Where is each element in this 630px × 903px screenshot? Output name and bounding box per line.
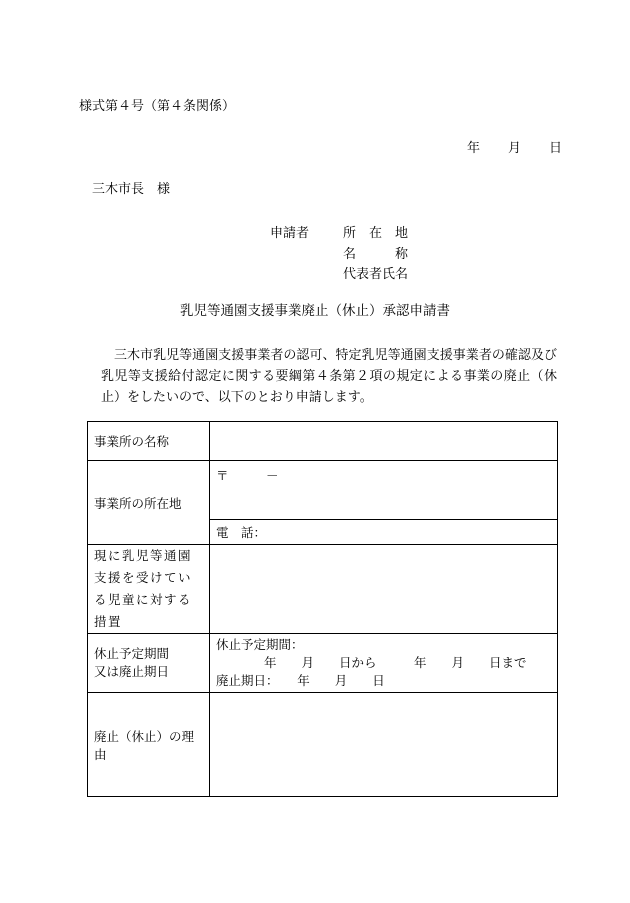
postal-field[interactable]: 〒 － — [210, 461, 558, 520]
measures-field[interactable] — [210, 545, 558, 634]
reason-field[interactable] — [210, 693, 558, 797]
period-label-line-2: 又は廃止期日 — [94, 664, 170, 679]
measures-label: 現に乳児等通園支援を受けている児童に対する措置 — [88, 545, 210, 634]
period-field[interactable] — [210, 634, 558, 693]
form-number: 様式第４号（第４条関係） — [79, 99, 236, 114]
document-title: 乳児等通園支援事業廃止（休止）承認申請書 — [180, 303, 450, 319]
date-month: 月 — [508, 141, 522, 156]
applicant-representative-label: 代表者氏名 — [343, 267, 409, 282]
application-table — [87, 421, 558, 797]
table-row — [88, 545, 558, 634]
suspend-period-line: 年 月 日から 年 月 日まで — [264, 655, 527, 670]
table-row — [88, 634, 558, 693]
applicant-name-label: 名 称 — [343, 247, 409, 262]
addressee: 三木市長 様 — [92, 182, 171, 197]
date-year: 年 — [467, 141, 481, 156]
period-label-line-1: 休止予定期間 — [94, 646, 170, 661]
applicant-label: 申請者 — [270, 226, 310, 241]
date-line — [467, 137, 562, 156]
suspend-period-label: 休止予定期間： — [216, 637, 304, 652]
abolish-date-line: 廃止期日： 年 月 日 — [216, 673, 385, 688]
table-row — [88, 422, 558, 461]
table-row — [88, 461, 558, 520]
phone-field[interactable]: 電 話： — [210, 520, 558, 545]
reason-label: 廃止（休止）の理由 — [88, 693, 210, 797]
facility-location-label: 事業所の所在地 — [88, 461, 210, 545]
date-day: 日 — [549, 141, 563, 156]
period-label — [88, 634, 210, 693]
facility-name-label: 事業所の名称 — [88, 422, 210, 461]
table-row — [88, 693, 558, 797]
body-text: 三木市乳児等通園支援事業者の認可、特定乳児等通園支援事業者の確認及び乳児等支援給付認定に関する要綱第４条第２項の規定による事業の廃止（休止）をしたいので、以下のとおり申請します。 — [101, 348, 557, 405]
facility-name-field[interactable] — [210, 422, 558, 461]
applicant-address-label: 所 在 地 — [343, 226, 409, 241]
